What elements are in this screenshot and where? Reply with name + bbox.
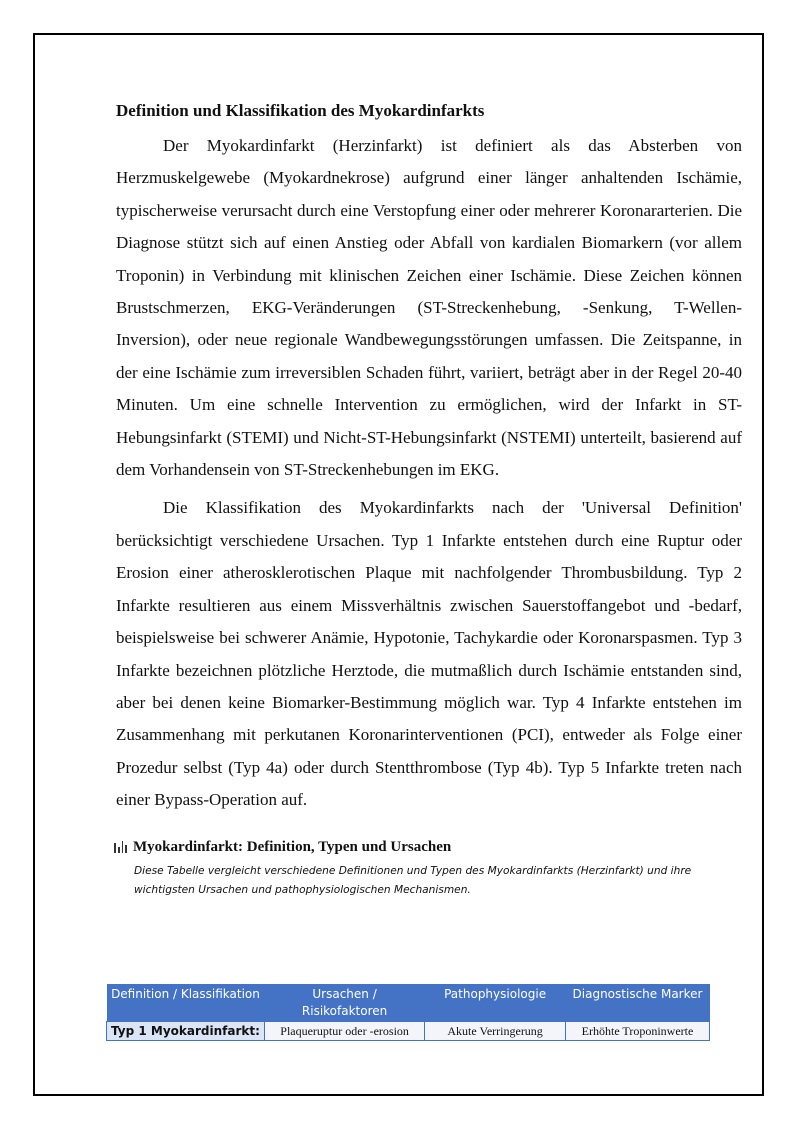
table-title-text: Myokardinfarkt: Definition, Typen und Ursachen: [133, 838, 452, 855]
table-cell: Akute Verringerung: [425, 1022, 566, 1041]
table-cell: Erhöhte Troponinwerte: [565, 1022, 709, 1041]
header-definition: Definition / Klassifikation: [107, 984, 265, 1022]
header-pathophysiology: Pathophysiologie: [425, 984, 566, 1022]
table-title: [114, 837, 740, 857]
table-header-row: [107, 984, 710, 1022]
infarct-table: [106, 984, 710, 1041]
table-row: [107, 1022, 710, 1041]
table-caption: Diese Tabelle vergleicht verschiedene Definitionen und Typen des Myokardinfarkts (Herzinfarkt) und ihre wichtigsten Ursachen und pathophysiologischen Mechanismen.: [134, 864, 692, 896]
table-cell: Typ 1 Myokardinfarkt:: [107, 1022, 265, 1041]
paragraph-definition: Der Myokardinfarkt (Herzinfarkt) ist definiert als das Absterben von Herzmuskelgewebe (Myokardnekrose) aufgrund einer länger anhaltenden Ischämie, typischerweise verursacht durch eine Verstopfung einer oder mehrerer Koronararterien. Die Diagnose stützt sich auf einen Anstieg oder Abfall von kardialen Biomarkern (vor allem Troponin) in Verbindung mit klinischen Zeichen einer Ischämie. Diese Zeichen können Brustschmerzen, EKG-Veränderungen (ST-Streckenhebung, -Senkung, T-Wellen-Inversion), oder neue regionale Wandbewegungsstörungen umfassen. Die Zeitspanne, in der eine Ischämie zum irreversiblen Schaden führt, variiert, beträgt aber in der Regel 20-40 Minuten. Um eine schnelle Intervention zu ermöglichen, wird der Infarkt in ST-Hebungsinfarkt (STEMI) und Nicht-ST-Hebungsinfarkt (NSTEMI) unterteilt, basierend auf dem Vorhandensein von ST-Streckenhebungen im EKG.: [116, 136, 742, 480]
table-cell: Plaqueruptur oder -erosion: [264, 1022, 424, 1041]
document-body: [116, 99, 742, 900]
section-heading: Definition und Klassifikation des Myokardinfarkts: [116, 101, 485, 120]
header-markers: Diagnostische Marker: [565, 984, 709, 1022]
paragraph-classification: Die Klassifikation des Myokardinfarkts nach der 'Universal Definition' berücksichtigt verschiedene Ursachen. Typ 1 Infarkte entstehen durch eine Ruptur oder Erosion einer atherosklerotischen Plaque mit nachfolgender Thrombusbildung. Typ 2 Infarkte resultieren aus einem Missverhältnis zwischen Sauerstoffangebot und -bedarf, beispielsweise bei schwerer Anämie, Hypotonie, Tachykardie oder Koronarspasmen. Typ 3 Infarkte bezeichnen plötzliche Herztode, die mutmaßlich durch Ischämie entstanden sind, aber bei denen keine Biomarker-Bestimmung möglich war. Typ 4 Infarkte entstehen im Zusammenhang mit perkutanen Koronarinterventionen (PCI), entweder als Folge einer Prozedur selbst (Typ 4a) oder durch Stentthrombose (Typ 4b). Typ 5 Infarkte treten nach einer Bypass-Operation auf.: [116, 498, 742, 810]
bar-chart-icon: [114, 841, 127, 853]
header-causes: Ursachen / Risikofaktoren: [264, 984, 424, 1022]
